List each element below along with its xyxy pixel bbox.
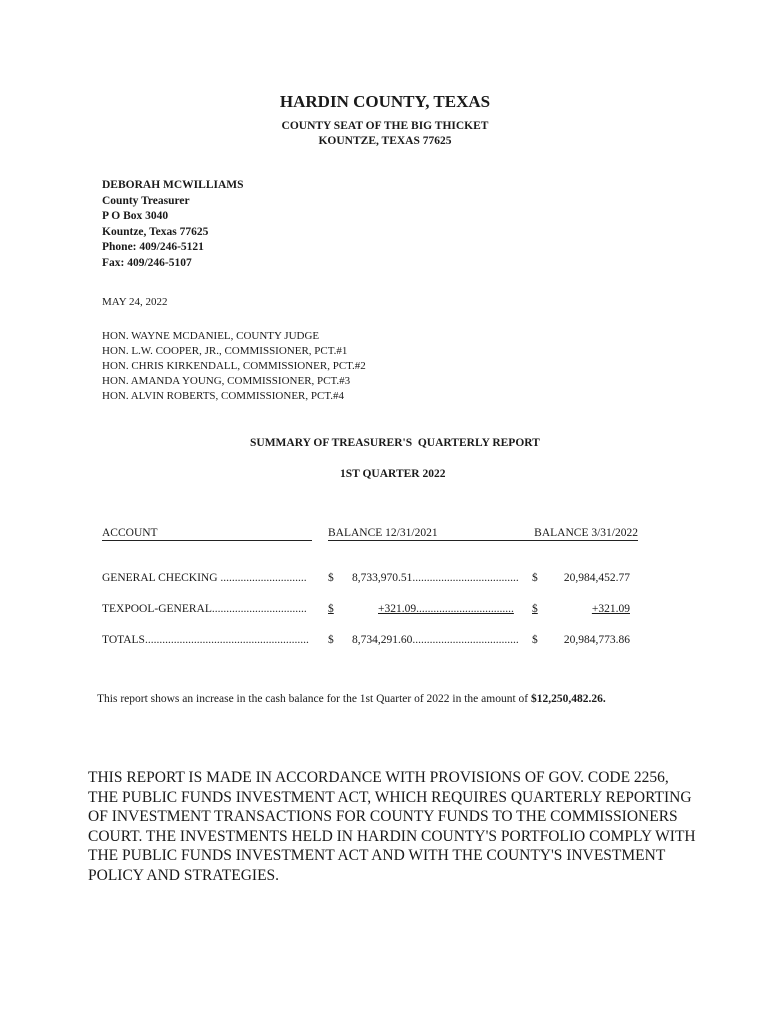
increase-amount: $12,250,482.26. bbox=[531, 693, 606, 705]
dollar-sign: $ bbox=[532, 603, 538, 615]
treasurer-address: Kountze, Texas 77625 bbox=[102, 225, 209, 238]
balance-start-value: +321.09.................................. bbox=[378, 603, 514, 615]
table-row bbox=[102, 572, 642, 588]
recipient-line: HON. ALVIN ROBERTS, COMMISSIONER, PCT.#4 bbox=[102, 390, 344, 402]
recipient-line: HON. CHRIS KIRKENDALL, COMMISSIONER, PCT.#2 bbox=[102, 360, 366, 372]
dollar-sign: $ bbox=[532, 572, 538, 584]
recipient-line: HON. WAYNE MCDANIEL, COUNTY JUDGE bbox=[102, 330, 320, 342]
treasurer-phone: Phone: 409/246-5121 bbox=[102, 241, 204, 253]
report-quarter: 1ST QUARTER 2022 bbox=[340, 468, 446, 480]
treasurer-name: DEBORAH MCWILLIAMS bbox=[102, 179, 244, 191]
balance-end-value: +321.09 bbox=[591, 603, 630, 615]
column-header-balance-end: BALANCE 3/31/2022 bbox=[520, 527, 638, 541]
treasurer-title: County Treasurer bbox=[102, 194, 190, 207]
balance-end-value: 20,984,452.77 bbox=[563, 572, 630, 584]
recipient-list bbox=[102, 329, 366, 404]
treasurer-contact-block bbox=[102, 178, 244, 271]
table-row bbox=[102, 634, 642, 650]
treasurer-po-box: P O Box 3040 bbox=[102, 210, 169, 222]
dollar-sign: $ bbox=[328, 634, 334, 646]
dollar-sign: $ bbox=[328, 603, 334, 615]
account-name: GENERAL CHECKING .............................. bbox=[102, 572, 307, 584]
increase-statement bbox=[97, 693, 606, 705]
column-header-balance-start: BALANCE 12/31/2021 bbox=[328, 527, 520, 541]
account-name: TOTALS......................................................... bbox=[102, 634, 309, 646]
dollar-sign: $ bbox=[328, 572, 334, 584]
column-header-account: ACCOUNT bbox=[102, 527, 312, 541]
county-city-line: KOUNTZE, TEXAS 77625 bbox=[318, 135, 452, 147]
balance-end-value: 20,984,773.86 bbox=[563, 634, 630, 646]
recipient-line: HON. L.W. COOPER, JR., COMMISSIONER, PCT.#1 bbox=[102, 345, 348, 357]
recipient-line: HON. AMANDA YOUNG, COMMISSIONER, PCT.#3 bbox=[102, 375, 351, 387]
compliance-statement: THIS REPORT IS MADE IN ACCORDANCE WITH PROVISIONS OF GOV. CODE 2256, THE PUBLIC FUNDS INVESTMENT ACT, WHICH REQUIRES QUARTERLY REPORTING OF INVESTMENT TRANSACTIONS FOR COUNTY FUNDS TO THE COMMISSIONERS COURT. THE INVESTMENTS HELD IN HARDIN COUNTY'S PORTFOLIO COMPLY WITH THE PUBLIC FUNDS INVESTMENT ACT AND WITH THE COUNTY'S INVESTMENT POLICY AND STRATEGIES. bbox=[88, 769, 696, 884]
report-date: MAY 24, 2022 bbox=[102, 296, 168, 308]
county-title: HARDIN COUNTY, TEXAS bbox=[279, 92, 491, 111]
county-seat-line: COUNTY SEAT OF THE BIG THICKET bbox=[281, 120, 489, 132]
dollar-sign: $ bbox=[532, 634, 538, 646]
balance-start-value: 8,733,970.51..................................... bbox=[352, 572, 519, 584]
increase-text: This report shows an increase in the cash balance for the 1st Quarter of 2022 in the amount of bbox=[97, 693, 531, 705]
account-name: TEXPOOL-GENERAL................................. bbox=[102, 603, 307, 615]
treasurer-fax: Fax: 409/246-5107 bbox=[102, 256, 192, 269]
report-title: SUMMARY OF TREASURER'S QUARTERLY REPORT bbox=[250, 437, 540, 449]
balance-start-value: 8,734,291.60..................................... bbox=[352, 634, 519, 646]
table-row bbox=[102, 603, 642, 619]
